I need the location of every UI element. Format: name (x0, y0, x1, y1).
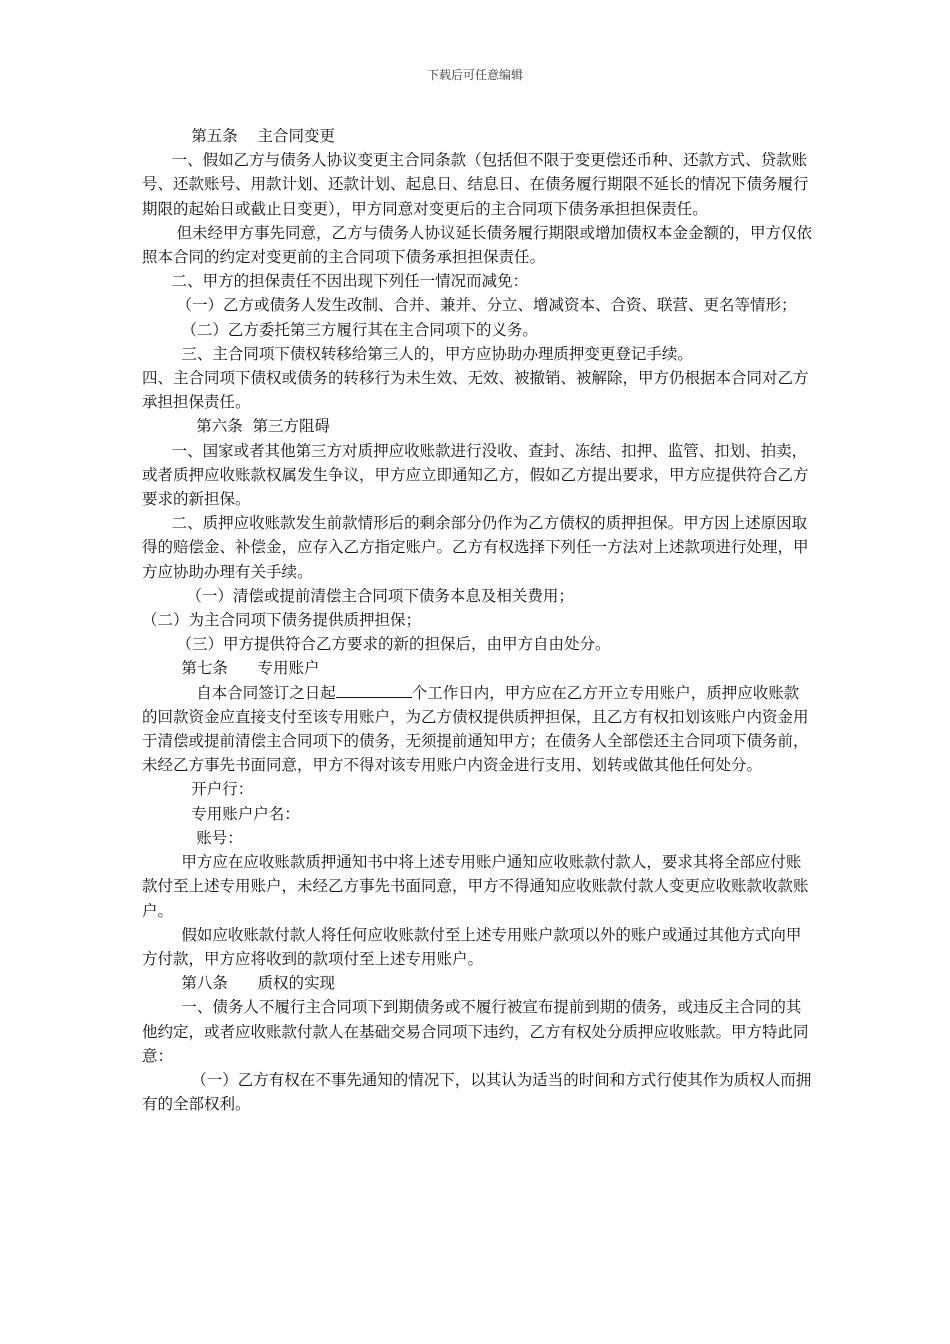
blank-field[interactable] (336, 681, 412, 698)
paragraph: 一、债务人不履行主合同项下到期债务或不履行被宣布提前到期的债务，或违反主合同的其他约定，或者应收账款付款人在基础交易合同项下违约，乙方有权处分质押应收账款。甲方特此同意： (142, 998, 809, 1065)
document-body (142, 124, 814, 1116)
article-7-title: 第七条 专用账户 (142, 659, 320, 678)
account-name-field-label: 专用账户户名： (142, 804, 300, 823)
paragraph (142, 681, 814, 778)
paragraph: 三、主合同项下债权转移给第三人的，甲方应协助办理质押变更登记手续。 (142, 344, 693, 363)
paragraph: 一、假如乙方与债务人协议变更主合同条款（包括但不限于变更偿还币种、还款方式、贷款账号、还款账号、用款计划、还款计划、起息日、结息日、在债务履行期限不延长的情况下债务履行期限的起始日或截止日变更），甲方同意对变更后的主合同项下债务承担担保责任。 (142, 151, 809, 218)
article-5-title: 第五条 主合同变更 (142, 127, 335, 145)
bank-field-label: 开户行： (142, 780, 254, 799)
paragraph: （二）乙方委托第三方履行其在主合同项下的义务。 (142, 320, 538, 339)
paragraph: 四、主合同项下债权或债务的转移行为未生效、无效、被撤销、被解除，甲方仍根据本合同对乙方承担担保责任。 (142, 369, 809, 412)
paragraph-rest: 个工作日内，甲方应在乙方开立专用账户，质押应收账款的回款资金应直接支付至该专用账户，为乙方债权提供质押担保，且乙方有权扣划该账户内资金用于清偿或提前清偿主合同项下的债务，无须提前通知甲方；在债务人全部偿还主合同项下债务前，未经乙方事先书面同意，甲方不得对该专用账户内资金进行支用、划转或做其他任何处分。 (142, 683, 809, 775)
account-number-field-label: 账号： (142, 828, 243, 847)
paragraph: （一）乙方有权在不事先通知的情况下，以其认为适当的时间和方式行使其作为质权人而拥有的全部权利。 (142, 1070, 812, 1114)
paragraph: （三）甲方提供符合乙方要求的新的担保后，由甲方自由处分。 (142, 635, 611, 654)
paragraph: （一）清偿或提前清偿主合同项下债务本息及相关费用； (142, 586, 574, 605)
article-6-title: 第六条 第三方阻碍 (142, 417, 331, 436)
article-8-title: 第八条 质权的实现 (142, 974, 335, 993)
paragraph: （二）为主合同项下债务提供质押担保； (142, 611, 422, 630)
paragraph: 二、质押应收账款发生前款情形后的剩余部分仍作为乙方债权的质押担保。甲方因上述原因取得的赔偿金、补偿金，应存入乙方指定账户。乙方有权选择下列任一方法对上述款项进行处理，甲方应协助办理有关手续。 (142, 514, 809, 581)
paragraph: 假如应收账款付款人将任何应收账款付至上述专用账户款项以外的账户或通过其他方式向甲方付款，甲方应将收到的款项付至上述专用账户。 (142, 925, 802, 968)
paragraph: 但未经甲方事先同意，乙方与债务人协议延长债务履行期限或增加债权本金金额的，甲方仅依照本合同的约定对变更前的主合同项下债务承担担保责任。 (142, 223, 813, 267)
paragraph: 甲方应在应收账款质押通知书中将上述专用账户通知应收账款付款人，要求其将全部应付账款付至上述专用账户，未经乙方事先书面同意，甲方不得通知应收账款付款人变更应收账款收款账户。 (142, 853, 809, 920)
paragraph: （一）乙方或债务人发生改制、合并、兼并、分立、增减资本、合资、联营、更名等情形； (142, 296, 797, 315)
paragraph: 二、甲方的担保责任不因出现下列任一情况而减免： (142, 272, 529, 291)
page-header: 下载后可任意编辑 (426, 68, 523, 82)
paragraph-start: 自本合同签订之日起 (142, 683, 336, 702)
paragraph: 一、国家或者其他第三方对质押应收账款进行没收、查封、冻结、扣押、监管、扣划、拍卖，或者质押应收账款权属发生争议，甲方应立即通知乙方，假如乙方提出要求，甲方应提供符合乙方要求的新担保。 (142, 441, 809, 509)
